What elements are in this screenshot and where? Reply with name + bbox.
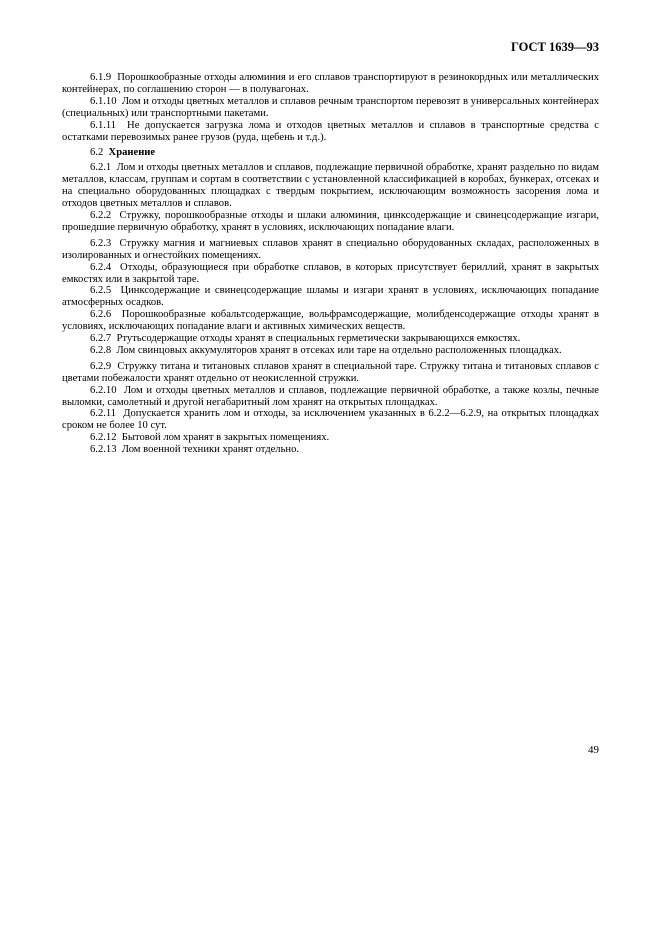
clause-6-1-10 bbox=[62, 96, 599, 120]
clause-6-2-1 bbox=[62, 162, 599, 210]
document-body bbox=[62, 72, 599, 456]
clause-text: Не допускается загрузка лома и отходов цветных металлов и сплавов в транспортные средства с остатками перевозимых ранее грузов (руда, щебень и т.д.). bbox=[62, 119, 600, 143]
clause-text: Отходы, образующиеся при обработке сплавов, в которых присутствует бериллий, хранят в закрытых емкостях или в закрытой таре. bbox=[62, 261, 600, 285]
clause-6-2-7 bbox=[62, 333, 599, 345]
clause-6-2-8 bbox=[62, 345, 599, 357]
clause-6-1-11 bbox=[62, 120, 599, 144]
clause-number: 6.2.12 bbox=[90, 432, 117, 444]
clause-number: 6.2.7 bbox=[90, 333, 112, 345]
clause-number: 6.1.10 bbox=[90, 95, 117, 107]
page-number: 49 bbox=[588, 744, 599, 756]
clause-text: Лом и отходы цветных металлов и сплавов речным транспортом перевозят в универсальных контейнерах (специальных) или транспортными пакетами. bbox=[62, 95, 599, 119]
clause-6-2-2 bbox=[62, 210, 599, 234]
clause-number: 6.2.13 bbox=[90, 444, 117, 456]
clause-number: 6.2.6 bbox=[90, 309, 112, 321]
clause-text: Лом и отходы цветных металлов и сплавов, подлежащие первичной обработке, хранят раздельно по видам металлов, классам, группам и сортам в соответствии с установленной классификацией в коробах, бункерах, отсеках и на специально оборудованных площадках с твердым покрытием, исключающим возможность засорения лома и отходов цветных металлов и сплавов. bbox=[62, 162, 599, 210]
clause-number: 6.2.5 bbox=[90, 285, 112, 297]
clause-text: Допускается хранить лом и отходы, за исключением указанных в 6.2.2—6.2.9, на открытых площадках сроком не более 10 сут. bbox=[62, 408, 599, 432]
clause-6-2-11 bbox=[62, 408, 599, 432]
clause-number: 6.2.10 bbox=[90, 384, 117, 396]
clause-text: Порошкообразные отходы алюминия и его сплавов транспортируют в резинокордных или металлических контейнерах, по соглашению сторон — в полувагонах. bbox=[62, 72, 599, 95]
clause-6-2-3 bbox=[62, 238, 599, 262]
clause-text: Стружку, порошкообразные отходы и шлаки алюминия, цинксодержащие и свинецсодержащие изгари, прошедшие первичную обработку, хранят в условиях, исключающих попадание влаги. bbox=[62, 209, 599, 233]
section-heading bbox=[62, 147, 599, 159]
clause-6-2-4 bbox=[62, 262, 599, 286]
clause-number: 6.2.9 bbox=[90, 360, 112, 372]
clause-text: Лом и отходы цветных металлов и сплавов, подлежащие первичной обработке, а также козлы, печные выломки, самолетный и другой негабаритный лом хранят на открытых площадках. bbox=[62, 384, 600, 408]
clause-text: Порошкообразные кобальтсодержащие, вольфрамсодержащие, молибденсодержащие отходы хранят в условиях, исключающих попадание влаги и активных химических веществ. bbox=[62, 309, 599, 333]
clause-6-2-9 bbox=[62, 361, 599, 385]
clause-6-2-12 bbox=[62, 432, 599, 444]
clause-6-2-5 bbox=[62, 285, 599, 309]
clause-number: 6.2.4 bbox=[90, 261, 112, 273]
clause-text: Ртутьсодержащие отходы хранят в специальных герметически закрывающихся емкостях. bbox=[116, 333, 521, 345]
clause-number: 6.1.9 bbox=[90, 72, 112, 83]
clause-text: Лом свинцовых аккумуляторов хранят в отсеках или таре на отдельно расположенных площадках. bbox=[116, 344, 562, 356]
clause-number: 6.2.8 bbox=[90, 344, 112, 356]
clause-text: Стружку магния и магниевых сплавов хранят в специально оборудованных складах, расположенных в изолированных и огнестойких помещениях. bbox=[62, 237, 599, 261]
section-title: Хранение bbox=[108, 147, 156, 159]
clause-number: 6.2.3 bbox=[90, 237, 112, 249]
clause-6-2-13 bbox=[62, 444, 599, 456]
clause-6-1-9 bbox=[62, 72, 599, 96]
clause-number: 6.2.11 bbox=[90, 408, 117, 420]
clause-text: Стружку титана и титановых сплавов хранят в специальной таре. Стружку титана и титановых сплавов с цветами побежалости хранят отдельно от неокисленной стружки. bbox=[62, 360, 600, 384]
clause-text: Цинксодержащие и свинецсодержащие шламы и изгари хранят в условиях, исключающих попадание атмосферных осадков. bbox=[62, 285, 599, 309]
clause-6-2-6 bbox=[62, 309, 599, 333]
clause-number: 6.2.1 bbox=[90, 162, 112, 174]
clause-number: 6.1.11 bbox=[90, 119, 117, 131]
clause-number: 6.2.2 bbox=[90, 209, 112, 221]
section-number: 6.2 bbox=[90, 147, 104, 159]
clause-text: Бытовой лом хранят в закрытых помещениях. bbox=[121, 432, 330, 444]
clause-text: Лом военной техники хранят отдельно. bbox=[121, 444, 300, 456]
clause-6-2-10 bbox=[62, 385, 599, 409]
document-header: ГОСТ 1639—93 bbox=[510, 40, 599, 54]
